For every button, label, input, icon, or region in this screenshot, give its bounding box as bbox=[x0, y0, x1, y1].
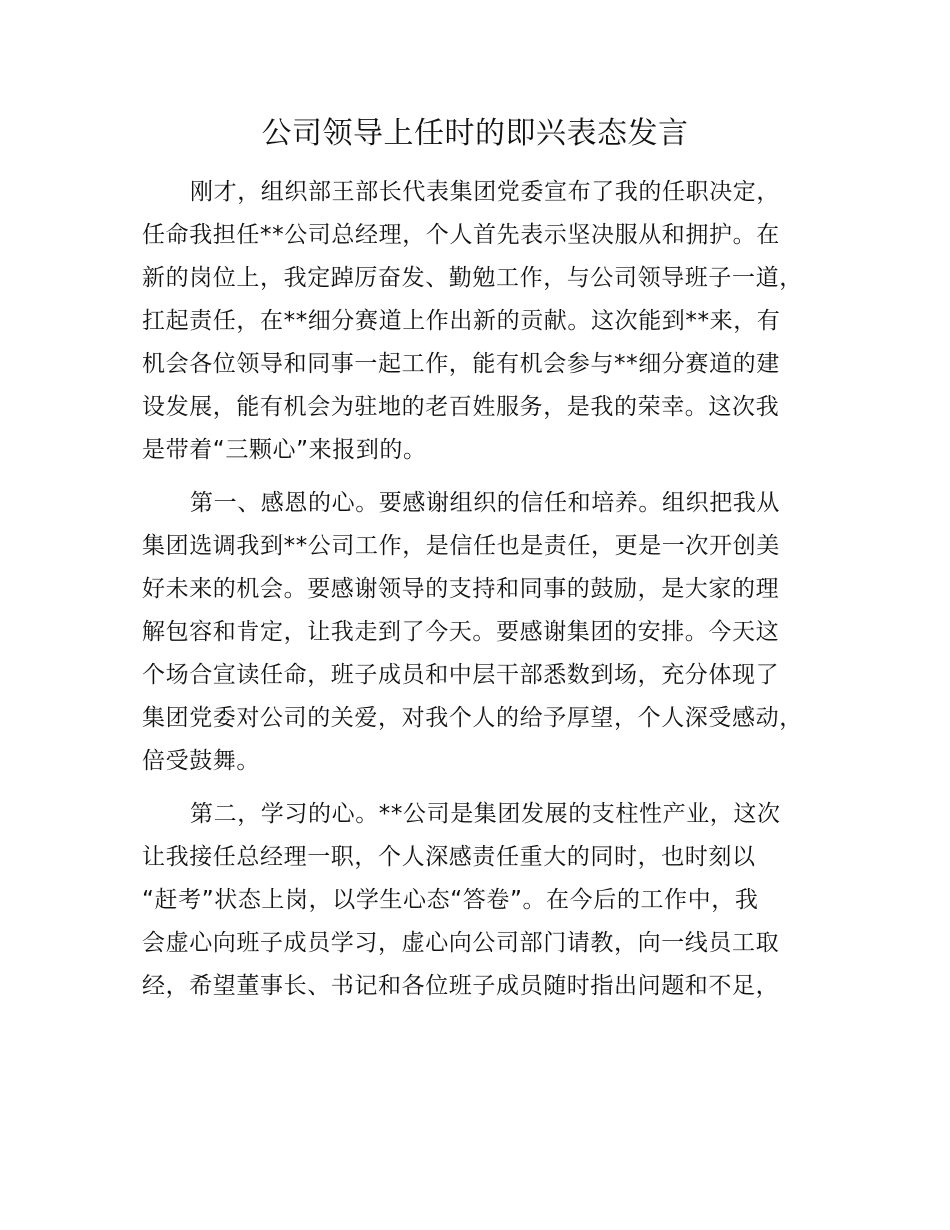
text-line: 任命我担任**公司总经理，个人首先表示坚决服从和拥护。在 bbox=[142, 222, 780, 248]
text-line: 个场合宣读任命，班子成员和中层干部悉数到场，充分体现了 bbox=[142, 662, 780, 688]
text-line: 集团党委对公司的关爱，对我个人的给予厚望，个人深受感动， bbox=[142, 705, 803, 731]
text-line: 设发展，能有机会为驻地的老百姓服务，是我的荣幸。这次我 bbox=[142, 394, 780, 420]
text-line: 解包容和肯定，让我走到了今天。要感谢集团的安排。今天这 bbox=[142, 619, 780, 645]
paragraph-1 bbox=[142, 172, 832, 473]
text-line: 新的岗位上，我定踔厉奋发、勤勉工作，与公司领导班子一道， bbox=[142, 265, 803, 291]
text-line: 会虚心向班子成员学习，虚心向公司部门请教，向一线员工取 bbox=[142, 930, 780, 956]
text-line: 第一、感恩的心。要感谢组织的信任和培养。组织把我从 bbox=[190, 490, 780, 516]
text-line: “赶考”状态上岗，以学生心态“答卷”。在今后的工作中，我 bbox=[142, 887, 759, 913]
text-line: 刚才，组织部王部长代表集团党委宣布了我的任职决定， bbox=[190, 179, 780, 205]
paragraph-spacer bbox=[142, 473, 832, 483]
text-line: 是带着“三颗心”来报到的。 bbox=[142, 437, 427, 463]
text-line: 集团选调我到**公司工作，是信任也是责任，更是一次开创美 bbox=[142, 533, 780, 559]
text-line: 经，希望董事长、书记和各位班子成员随时指出问题和不足， bbox=[142, 973, 780, 999]
document-body bbox=[142, 172, 832, 1009]
paragraph-3 bbox=[142, 794, 832, 1009]
text-line: 第二，学习的心。**公司是集团发展的支柱性产业，这次 bbox=[190, 801, 781, 827]
text-line: 扛起责任，在**细分赛道上作出新的贡献。这次能到**来，有 bbox=[142, 308, 781, 334]
text-line: 倍受鼓舞。 bbox=[142, 748, 260, 774]
document-title: 公司领导上任时的即兴表态发言 bbox=[261, 116, 689, 151]
text-line: 好未来的机会。要感谢领导的支持和同事的鼓励，是大家的理 bbox=[142, 576, 780, 602]
text-line: 机会各位领导和同事一起工作，能有机会参与**细分赛道的建 bbox=[142, 351, 780, 377]
paragraph-2 bbox=[142, 483, 832, 784]
paragraph-spacer bbox=[142, 784, 832, 794]
text-line: 让我接任总经理一职，个人深感责任重大的同时，也时刻以 bbox=[142, 844, 756, 870]
